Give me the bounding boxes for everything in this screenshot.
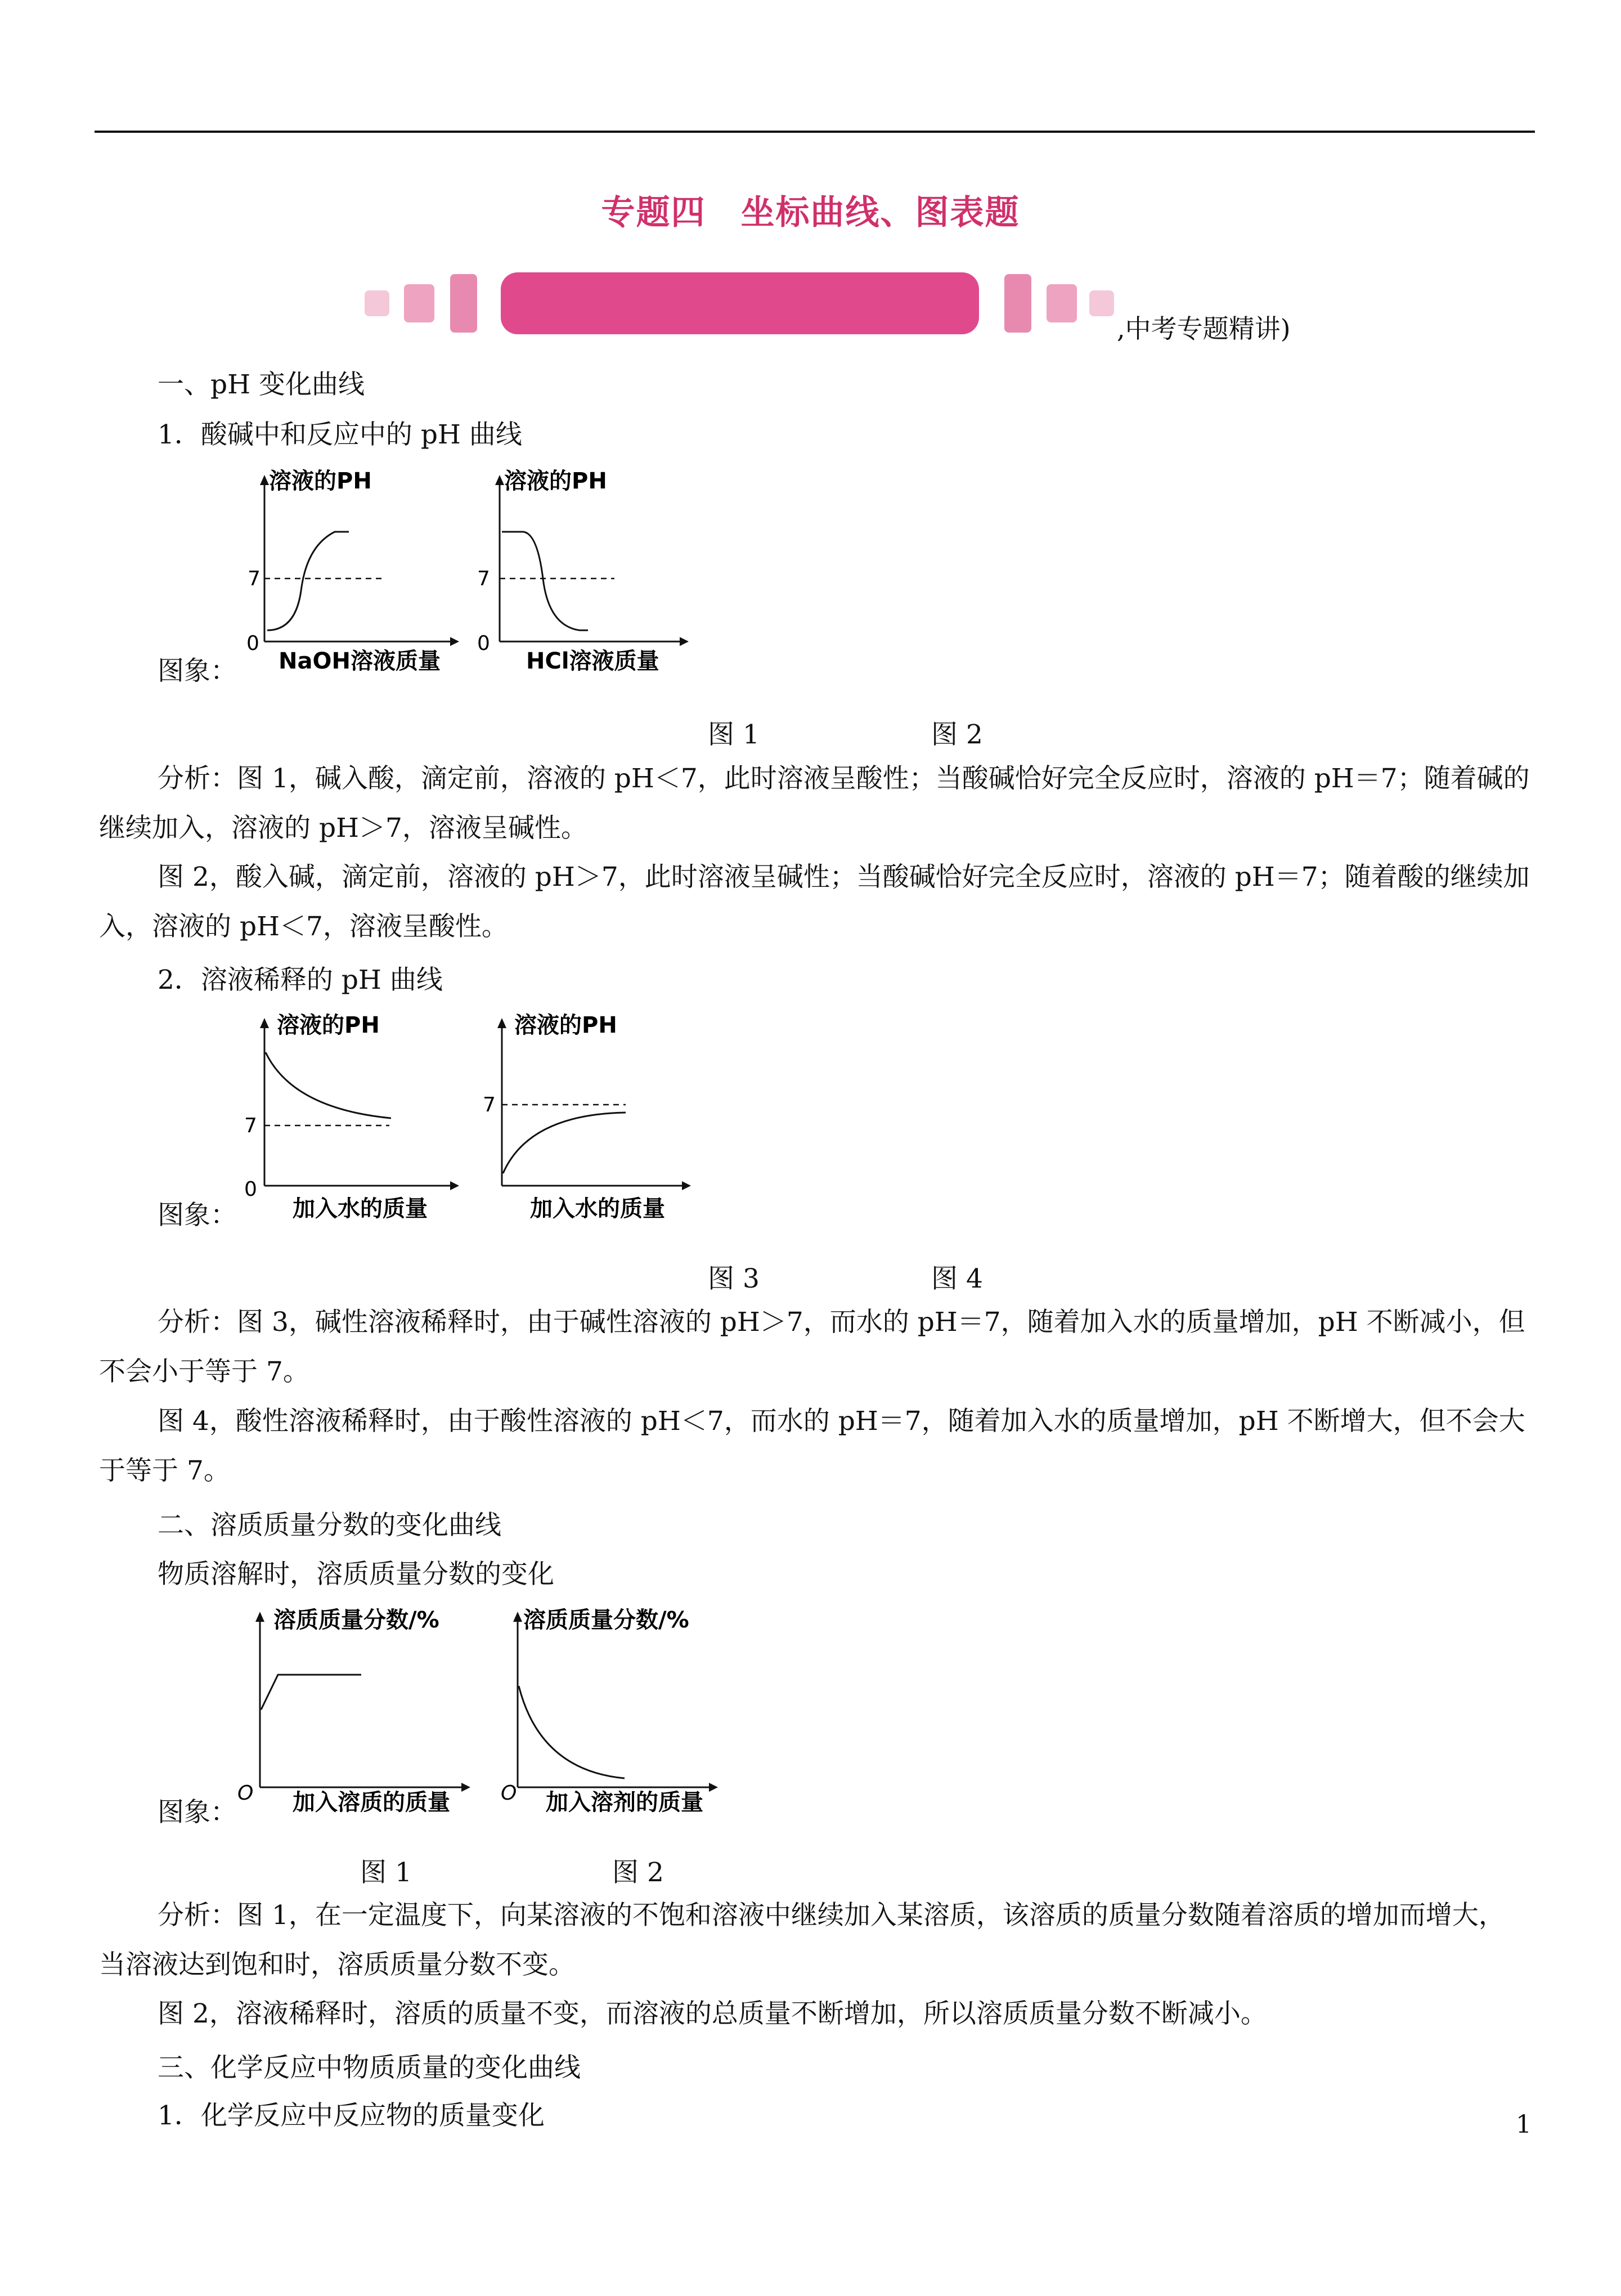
section-heading: 一、pH 变化曲线 xyxy=(158,369,365,400)
y-axis-arrow xyxy=(495,475,504,485)
figure-label: 图 2 xyxy=(931,719,983,750)
x-axis-label: 加入溶剂的质量 xyxy=(546,1790,703,1815)
data-curve xyxy=(502,532,588,630)
x-axis-label: 加入水的质量 xyxy=(530,1196,665,1222)
y-axis-arrow xyxy=(255,1612,264,1622)
chart-ph-dilution-3 xyxy=(225,1010,461,1230)
tick-label-7: 7 xyxy=(248,567,261,590)
analysis-paragraph: 分析：图 1，在一定温度下，向某溶液的不饱和溶液中继续加入某溶质，该溶质的质量分数随着溶质的增加而增大，当溶液达到饱和时，溶质质量分数不变。 xyxy=(99,1900,1505,1980)
chart-mass-fraction-1 xyxy=(231,1604,478,1829)
figure-label: 图 2 xyxy=(612,1857,664,1888)
chart-mass-fraction-2 xyxy=(484,1604,731,1829)
origin-label: O xyxy=(501,1782,517,1805)
x-axis-arrow xyxy=(680,637,689,646)
image-label: 图象： xyxy=(158,1797,237,1828)
data-curve xyxy=(503,1113,626,1173)
origin-label: 0 xyxy=(477,632,490,655)
y-axis-label: 溶质质量分数/% xyxy=(523,1607,689,1633)
y-axis-arrow xyxy=(497,1018,506,1028)
subsection-heading: 物质溶解时，溶质质量分数的变化 xyxy=(158,1559,554,1590)
x-axis-label: HCl溶液质量 xyxy=(526,648,659,674)
origin-label: 0 xyxy=(246,632,259,655)
section-heading: 三、化学反应中物质质量的变化曲线 xyxy=(158,2052,581,2083)
tick-label-7: 7 xyxy=(483,1093,496,1116)
banner-square xyxy=(365,290,389,316)
banner-square xyxy=(1089,290,1114,316)
banner-square xyxy=(1004,274,1031,333)
section-heading: 二、溶质质量分数的变化曲线 xyxy=(158,1510,501,1541)
data-curve xyxy=(267,532,349,630)
origin-label: 0 xyxy=(244,1178,257,1201)
analysis-paragraph: 分析：图 1，碱入酸，滴定前，溶液的 pH＜7，此时溶液呈酸性；当酸碱恰好完全反应时，溶液的 pH＝7；随着碱的继续加入，溶液的 pH＞7，溶液呈碱性。 xyxy=(99,763,1530,844)
analysis-paragraph: 图 4，酸性溶液稀释时，由于酸性溶液的 pH＜7，而水的 pH＝7，随着加入水的质量增加，pH 不断增大，但不会大于等于 7。 xyxy=(99,1406,1525,1486)
y-axis-label: 溶液的PH xyxy=(514,1012,617,1038)
data-curve xyxy=(266,1052,391,1118)
subsection-heading: 1．酸碱中和反应中的 pH 曲线 xyxy=(158,419,522,450)
banner-square xyxy=(450,274,477,333)
analysis-paragraph: 图 2，溶液稀释时，溶质的质量不变，而溶液的总质量不断增加，所以溶质质量分数不断减小。 xyxy=(158,1998,1267,2029)
x-axis-arrow xyxy=(709,1783,718,1792)
y-axis-label: 溶液的PH xyxy=(269,468,372,494)
x-axis-arrow xyxy=(450,1181,459,1190)
banner-subtitle: ,中考专题精讲) xyxy=(1117,313,1291,344)
image-label: 图象： xyxy=(158,656,237,687)
figure-label: 图 1 xyxy=(708,719,760,750)
chart-ph-neutralization-2 xyxy=(467,467,703,687)
x-axis-label: NaOH溶液质量 xyxy=(279,648,441,674)
banner-pill xyxy=(501,272,979,334)
figure-label: 图 4 xyxy=(931,1263,983,1294)
page-title: 专题四 坐标曲线、图表题 xyxy=(601,193,1020,232)
x-axis-arrow xyxy=(461,1783,470,1792)
figure-label: 图 3 xyxy=(708,1263,760,1294)
x-axis-arrow xyxy=(450,637,459,646)
subsection-heading: 1．化学反应中反应物的质量变化 xyxy=(158,2100,545,2131)
y-axis-arrow xyxy=(260,475,269,485)
y-axis-arrow xyxy=(260,1018,269,1028)
y-axis-label: 溶质质量分数/% xyxy=(273,1607,439,1633)
y-axis-label: 溶液的PH xyxy=(277,1012,380,1038)
tick-label-7: 7 xyxy=(244,1114,257,1137)
y-axis-arrow xyxy=(513,1612,522,1622)
page-number: 1 xyxy=(1516,2110,1532,2139)
image-label: 图象： xyxy=(158,1200,237,1231)
x-axis-label: 加入溶质的质量 xyxy=(293,1790,450,1815)
chart-ph-neutralization-1 xyxy=(225,467,461,687)
data-curve xyxy=(519,1686,625,1778)
tick-label-7: 7 xyxy=(477,567,490,590)
data-curve xyxy=(261,1675,361,1710)
chart-ph-dilution-4 xyxy=(467,1010,703,1230)
x-axis-label: 加入水的质量 xyxy=(293,1196,428,1222)
header-rule xyxy=(95,131,1535,133)
analysis-paragraph: 分析：图 3，碱性溶液稀释时，由于碱性溶液的 pH＞7，而水的 pH＝7，随着加入水的质量增加，pH 不断减小，但不会小于等于 7。 xyxy=(99,1307,1525,1387)
banner-square xyxy=(1047,284,1077,322)
banner-square xyxy=(404,284,434,322)
origin-label: O xyxy=(237,1782,254,1805)
subsection-heading: 2．溶液稀释的 pH 曲线 xyxy=(158,965,443,995)
figure-label: 图 1 xyxy=(360,1857,412,1888)
analysis-paragraph: 图 2，酸入碱，滴定前，溶液的 pH＞7，此时溶液呈碱性；当酸碱恰好完全反应时，溶液的 pH＝7；随着酸的继续加入，溶液的 pH＜7，溶液呈酸性。 xyxy=(99,862,1530,942)
y-axis-label: 溶液的PH xyxy=(504,468,607,494)
x-axis-arrow xyxy=(682,1181,691,1190)
